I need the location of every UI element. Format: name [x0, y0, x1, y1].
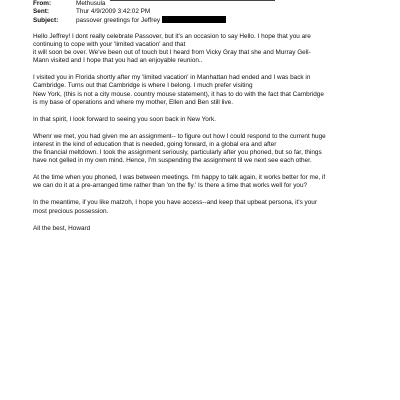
email-body	[33, 33, 373, 242]
body-line: In that spirit, I look forward to seeing you soon back in New York.	[33, 115, 216, 123]
from-row	[33, 0, 106, 8]
body-line: In the meantime, if you like matzoh, I hope you have access--and keep that upbeat persona, it's your	[33, 199, 317, 207]
paragraph-phone	[33, 174, 373, 190]
body-line: is my base of operations and where my mother, Ellen and Ben still live.	[33, 98, 233, 106]
sent-value: Thur 4/9/2009 3:42:02 PM	[76, 8, 151, 15]
body-line: Mann visited and I hope that you had an enjoyable reunion..	[33, 57, 203, 65]
body-line: New York, (this is not a city mouse. country mouse statement), it has to do with the fact that Cambridge	[33, 90, 324, 98]
subject-value: passover greetings for Jeffrey	[76, 17, 161, 24]
sent-label: Sent:	[33, 8, 49, 15]
body-line: interest in the kind of education that is needed, going forward, in a global era and after	[33, 140, 277, 148]
sent-row	[33, 8, 150, 16]
body-line: Hello Jeffrey! I dont really celebrate Passover, but it's an occasion to say Hello. I hope that you are	[33, 33, 311, 40]
body-line: continuing to cope with your 'limited vacation' and that	[33, 41, 186, 49]
paragraph-spirit	[33, 116, 373, 124]
paragraph-greeting	[33, 33, 373, 65]
subject-label: Subject:	[33, 17, 59, 24]
from-value: Methusula	[76, 0, 106, 7]
signoff	[33, 225, 373, 233]
body-line: At the time when you phoned, I was between meetings. I'm happy to talk again, it works better for me, if	[33, 174, 326, 182]
body-line: Whenr we met, you had given me an assignment-- to figure out how I could respond to the current huge	[33, 132, 326, 140]
from-label: From:	[33, 0, 52, 7]
paragraph-florida	[33, 74, 373, 106]
body-line: All the best, Howard	[33, 224, 91, 232]
body-line: have not gelled in my own mind. Hence, I'm suspending the assignment til we next see each other.	[33, 157, 312, 165]
body-line: the financial meltdown. I took the assignment seriously, particularly after you phoned, but so far, things	[33, 149, 322, 157]
body-line: I visited you in Florida shortly after my 'limited vacation' in Manhattan had ended and I was back in	[33, 74, 311, 82]
body-line: Cambridge. Turns out that Cambridge is where I belong. I much prefer visiting	[33, 82, 253, 90]
body-line: it will soon be over. We've been out of touch but I heard from Vicky Gray that she and Murray Gell-	[33, 49, 311, 57]
body-line: we can do it at a pre-arranged time rather than 'on the fly.' Is there a time that works well for you?	[33, 182, 308, 190]
top-divider	[110, 0, 275, 1]
body-line: most precious possession.	[33, 207, 109, 215]
paragraph-assignment	[33, 133, 373, 165]
paragraph-matzoh	[33, 199, 373, 215]
subject-row	[33, 16, 226, 25]
redaction-block	[162, 16, 226, 23]
